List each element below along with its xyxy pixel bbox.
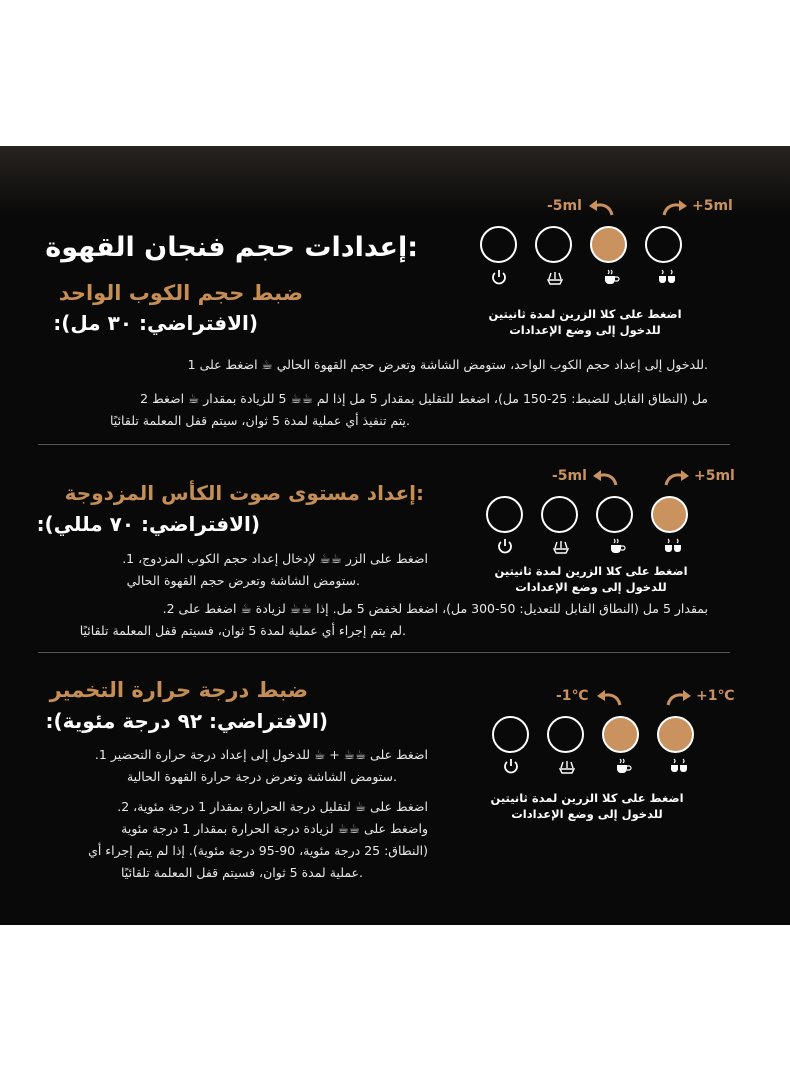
power-icon <box>496 538 514 554</box>
hint-line-2: للدخول إلى وضع الإعدادات <box>511 807 663 821</box>
power-button[interactable] <box>480 226 517 263</box>
single-cup-icon <box>614 758 632 774</box>
section-2-default: (الافتراضي: ٧٠ مللي): <box>36 512 260 536</box>
section-1-subtitle: ضبط حجم الكوب الواحد <box>58 281 303 305</box>
single-cup-icon <box>608 538 626 554</box>
section-1-minus-label: -5ml <box>547 198 582 214</box>
double-cup-button[interactable] <box>651 496 688 533</box>
section-2-plus-label: +5ml <box>694 468 735 484</box>
power-button[interactable] <box>486 496 523 533</box>
single-cup-icon <box>602 269 620 285</box>
section-3-line-6: .عملية لمدة 5 ثوان، فسيتم قفل المعلمة تلقائيًا <box>121 865 363 880</box>
double-cup-button[interactable] <box>645 226 682 263</box>
hint-line-2: للدخول إلى وضع الإعدادات <box>509 323 661 337</box>
redo-arrow-icon <box>666 688 692 706</box>
single-cup-button[interactable] <box>602 716 639 753</box>
section-2-line-3: بمقدار 5 مل (النطاق القابل للتعديل: 50-300 مل)، اضغط لخفض 5 مل. إذا ☕☕ لزيادة ☕ اضغط على 2. <box>162 601 708 616</box>
section-2-buttons <box>486 496 688 533</box>
section-3-line-1: اضغط على ☕☕ + ☕ للدخول إلى إعداد درجة حرارة التحضير 1. <box>94 747 428 762</box>
water-icon <box>558 758 576 774</box>
section-1-line-2: مل (النطاق القابل للضبط: 25-150 مل)، اضغط للتقليل بمقدار 5 مل إذا لم ☕☕ 5 للزيادة بمقدار ☕ اضغط 2 <box>140 391 708 406</box>
section-divider <box>38 652 730 653</box>
section-3-plus-label: +1℃ <box>696 688 735 704</box>
section-1-default: (الافتراضي: ٣٠ مل): <box>53 311 258 335</box>
power-icon <box>490 269 508 285</box>
section-1-title: :إعدادات حجم فنجان القهوة <box>45 232 418 263</box>
undo-arrow-icon <box>596 688 622 706</box>
section-2-line-2: .ستومض الشاشة وتعرض حجم القهوة الحالي <box>126 573 360 588</box>
section-2-hint <box>480 563 702 595</box>
water-icon <box>552 538 570 554</box>
section-3-line-2: .ستومض الشاشة وتعرض درجة حرارة القهوة الحالية <box>126 769 397 784</box>
water-button[interactable] <box>535 226 572 263</box>
section-1-hint <box>474 306 696 338</box>
undo-arrow-icon <box>592 468 618 486</box>
hint-line-1: اضغط على كلا الزرين لمدة ثانيتين <box>494 564 688 578</box>
section-3-hint <box>476 790 698 822</box>
section-2-icons <box>486 538 692 554</box>
section-2-line-1: اضغط على الزر ☕☕ لإدخال إعداد حجم الكوب المزدوج، 1. <box>122 551 428 566</box>
section-3-buttons <box>492 716 694 753</box>
section-divider <box>38 444 730 445</box>
water-button[interactable] <box>541 496 578 533</box>
section-3-line-5: (النطاق: 25 درجة مئوية، 90-95 درجة مئوية). إذا لم يتم إجراء أي <box>88 843 428 858</box>
double-cup-button[interactable] <box>657 716 694 753</box>
section-3-line-4: واضغط على ☕☕ لزيادة درجة الحرارة بمقدار 1 درجة مئوية <box>121 821 428 836</box>
redo-arrow-icon <box>664 468 690 486</box>
double-cup-icon <box>670 758 688 774</box>
section-1-line-1: .للدخول إلى إعداد حجم الكوب الواحد، ستومض الشاشة وتعرض حجم القهوة الحالي ☕ اضغط على 1 <box>187 357 708 372</box>
section-1-plus-label: +5ml <box>692 198 733 214</box>
power-icon <box>502 758 520 774</box>
hint-line-1: اضغط على كلا الزرين لمدة ثانيتين <box>488 307 682 321</box>
section-3-line-3: اضغط على ☕ لتقليل درجة الحرارة بمقدار 1 درجة مئوية، 2. <box>117 799 428 814</box>
section-3-minus-label: -1℃ <box>556 688 589 704</box>
redo-arrow-icon <box>662 198 688 216</box>
power-button[interactable] <box>492 716 529 753</box>
double-cup-icon <box>664 538 682 554</box>
section-1-icons <box>480 269 686 285</box>
section-3-default: (الافتراضي: ٩٢ درجة مئوية): <box>45 709 328 733</box>
instructions-panel <box>0 146 790 925</box>
single-cup-button[interactable] <box>590 226 627 263</box>
hint-line-1: اضغط على كلا الزرين لمدة ثانيتين <box>490 791 684 805</box>
section-3-icons <box>492 758 698 774</box>
hint-line-2: للدخول إلى وضع الإعدادات <box>515 580 667 594</box>
section-2-title: :إعداد مستوى صوت الكأس المزدوجة <box>64 481 424 505</box>
section-2-line-4: .لم يتم إجراء أي عملية لمدة 5 ثوان، فسيتم قفل المعلمة تلقائيًا <box>79 623 406 638</box>
water-button[interactable] <box>547 716 584 753</box>
section-1-line-3: .يتم تنفيذ أي عملية لمدة 5 ثوان، سيتم قفل المعلمة تلقائيًا <box>110 413 410 428</box>
section-1-buttons <box>480 226 682 263</box>
water-icon <box>546 269 564 285</box>
undo-arrow-icon <box>588 198 614 216</box>
single-cup-button[interactable] <box>596 496 633 533</box>
section-3-subtitle: ضبط درجة حرارة التخمير <box>49 678 308 702</box>
double-cup-icon <box>658 269 676 285</box>
section-2-minus-label: -5ml <box>552 468 587 484</box>
